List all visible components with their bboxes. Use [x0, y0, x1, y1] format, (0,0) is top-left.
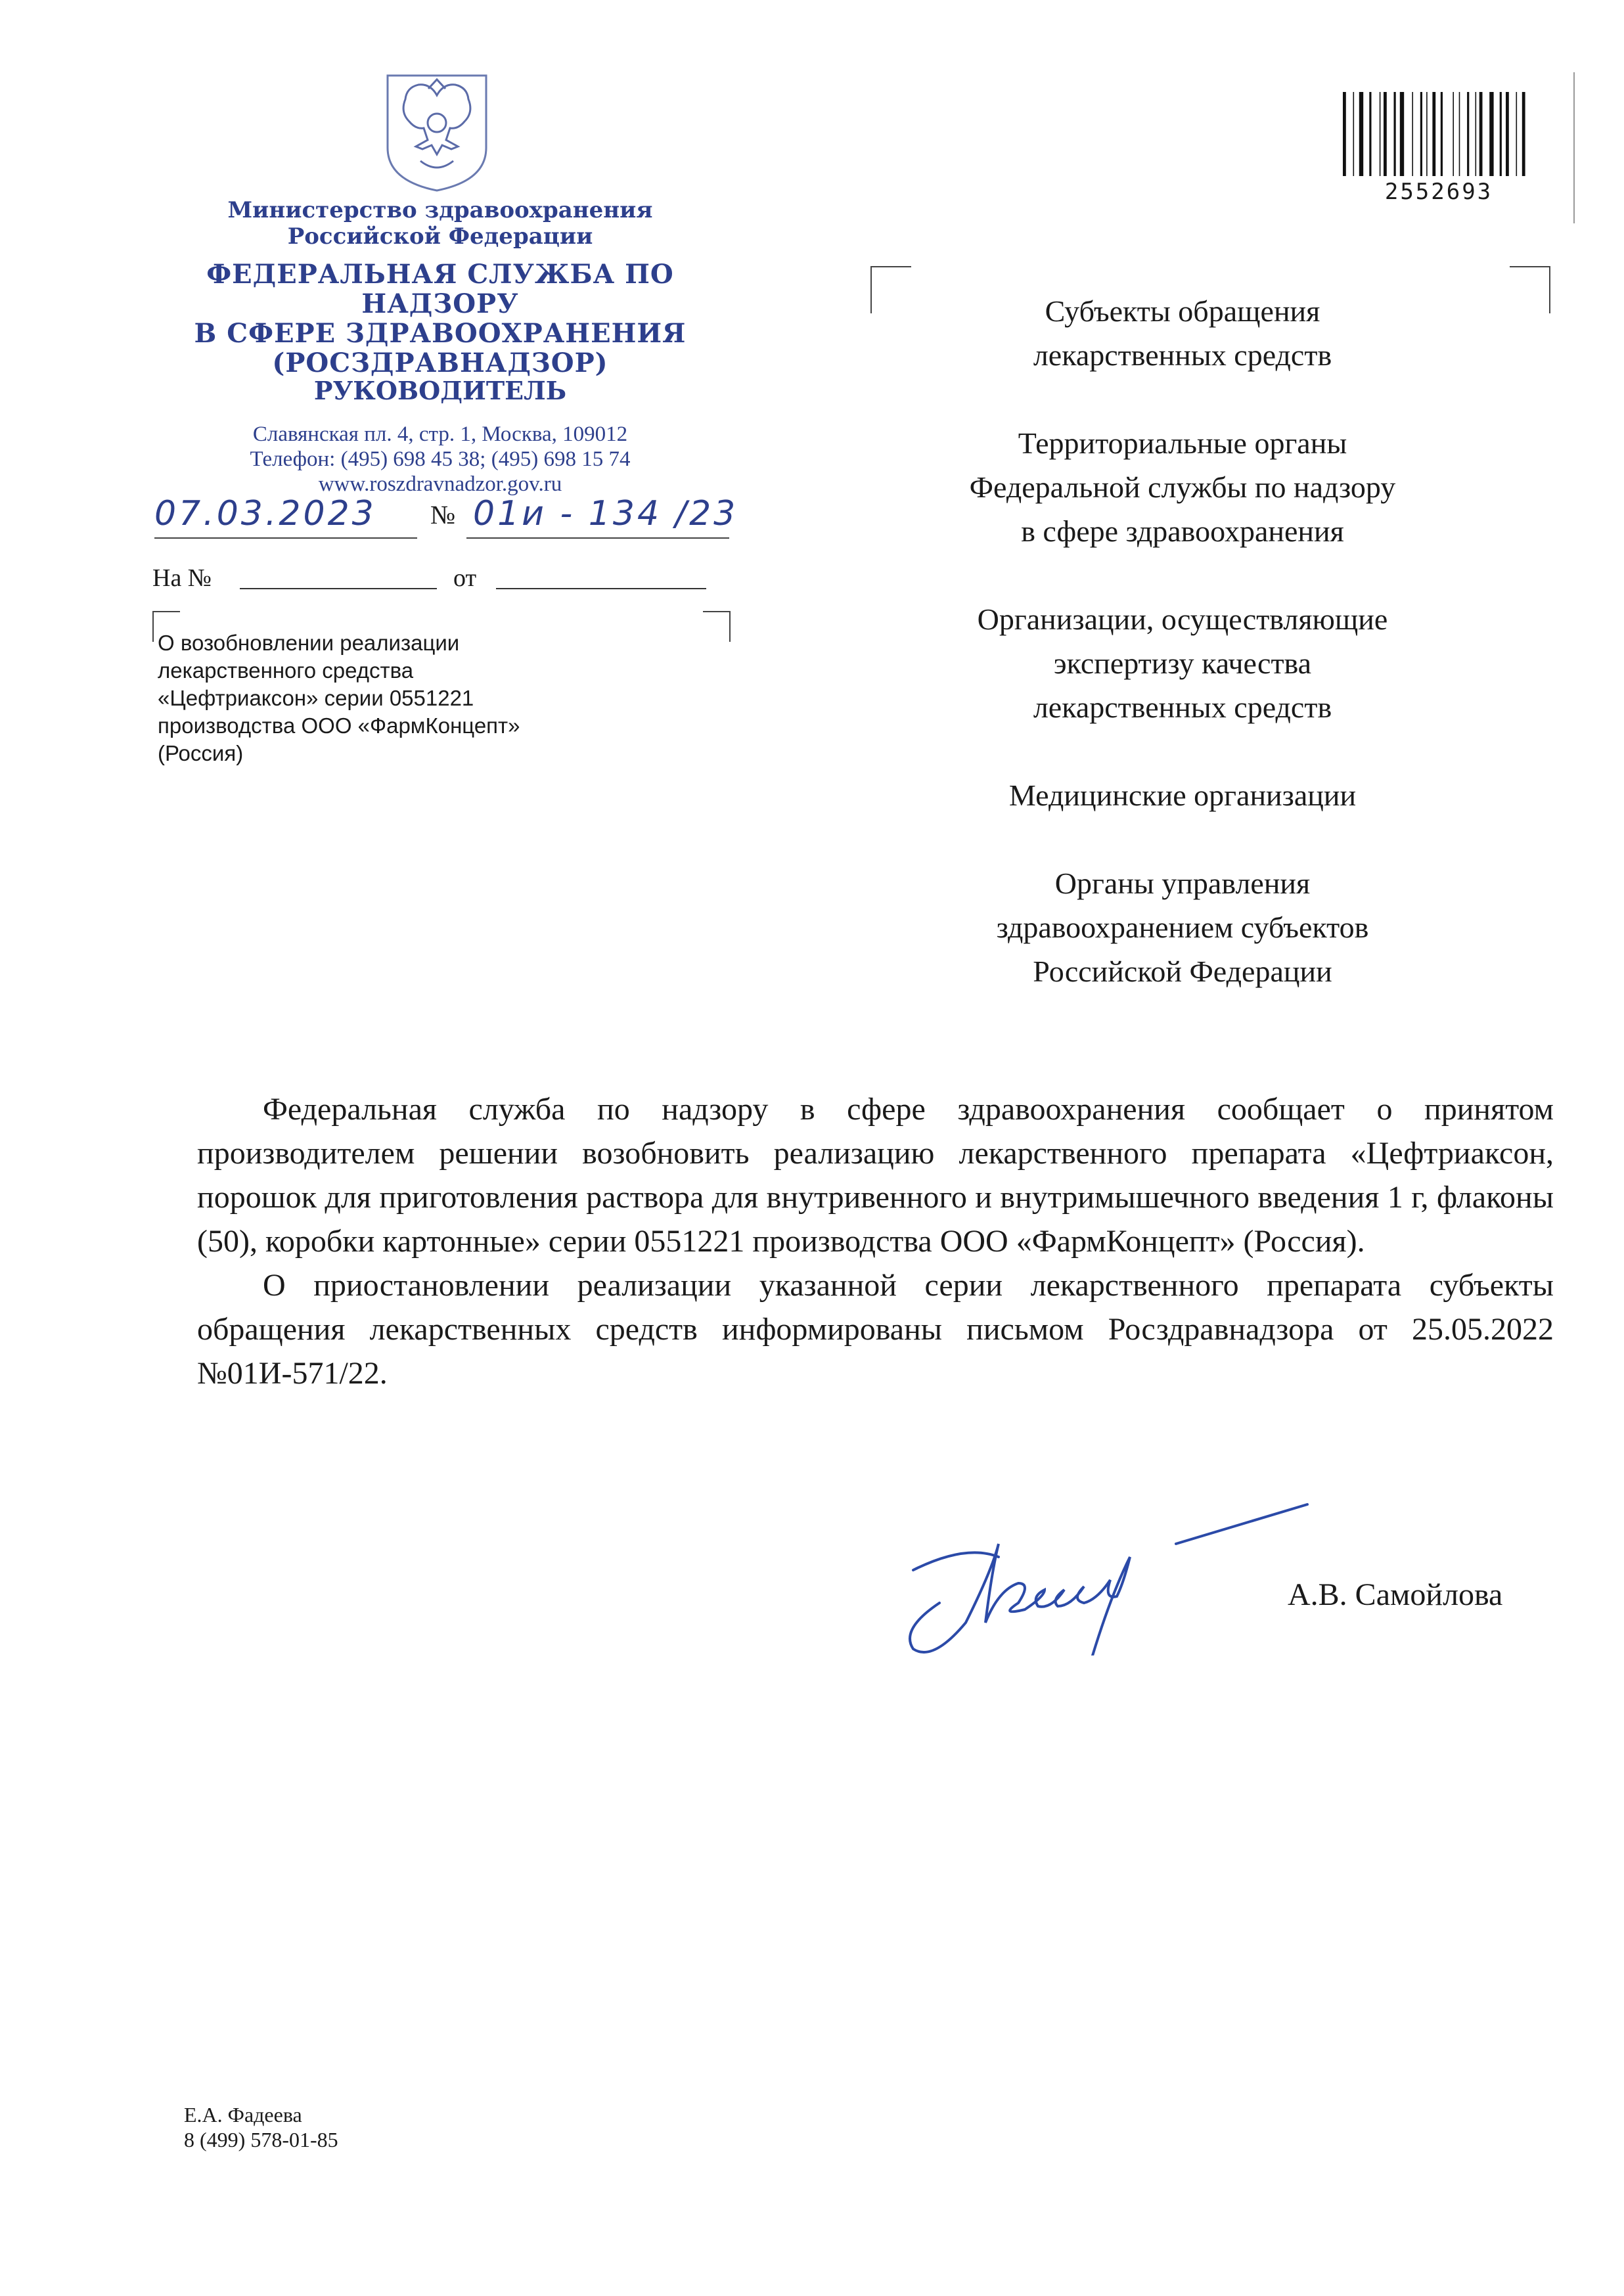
addressee-line: Медицинские организации — [1008, 778, 1357, 812]
reference-date-line — [496, 588, 706, 589]
executor-name: Е.А. Фадеева — [184, 2103, 302, 2127]
addressee-line: в сфере здравоохранения — [1021, 514, 1344, 548]
addressee-line: Территориальные органы — [1018, 426, 1347, 460]
letter-body — [197, 1087, 1554, 1395]
contacts — [164, 422, 716, 497]
subject-line: лекарственного средства — [158, 658, 414, 683]
ministry-line: Министерство здравоохранения — [227, 197, 653, 223]
ministry-name — [164, 197, 716, 250]
addressee-line: лекарственных средств — [1033, 338, 1332, 372]
addressee-line: Федеральной службы по надзору — [969, 470, 1396, 504]
addressee-line: здравоохранением субъектов — [996, 911, 1369, 944]
reference-number-line — [240, 588, 437, 589]
number-underline — [466, 537, 729, 539]
addressee — [867, 861, 1498, 993]
subject-corner-right — [703, 611, 731, 642]
website: www.roszdravnadzor.gov.ru — [318, 472, 562, 496]
subject-line: «Цефтриаксон» серии 0551221 — [158, 686, 474, 710]
signer-name: А.В. Самойлова — [1288, 1577, 1503, 1612]
service-name — [131, 259, 749, 378]
handwritten-signature — [900, 1491, 1334, 1655]
addressee-line: Органы управления — [1054, 867, 1311, 900]
service-line: (РОСЗДРАВНАДЗОР) — [272, 348, 608, 378]
head-title: РУКОВОДИТЕЛЬ — [313, 376, 567, 405]
reference-from-label: от — [453, 564, 477, 592]
addressee-line: Российской Федерации — [1033, 955, 1332, 988]
executor-phone: 8 (499) 578-01-85 — [184, 2128, 338, 2151]
addressee — [867, 289, 1498, 377]
phone: Телефон: (495) 698 45 38; (495) 698 15 74 — [250, 447, 631, 471]
addressee-line: Субъекты обращения — [1045, 294, 1320, 328]
scan-edge-line — [1573, 72, 1575, 223]
addressee-line: экспертизу качества — [1053, 646, 1312, 680]
barcode-number: 2552693 — [1384, 179, 1493, 205]
addressee-line: Организации, осуществляющие — [977, 602, 1388, 636]
subject-line: О возобновлении реализации — [158, 631, 460, 655]
addressee — [867, 421, 1498, 553]
ministry-line: Российской Федерации — [287, 223, 593, 250]
addressee — [867, 597, 1498, 729]
addressee-corner-right — [1510, 266, 1550, 313]
addressee-line: лекарственных средств — [1033, 690, 1332, 724]
service-line: ФЕДЕРАЛЬНАЯ СЛУЖБА ПО НАДЗОРУ — [206, 259, 674, 319]
addressee-list — [867, 289, 1498, 1037]
body-paragraph: О приостановлении реализации указанной серии лекарственного препарата субъекты обращения лекарственных средств информированы письмом Росздравнадзора от 25.05.2022 №01И-571/22. — [197, 1268, 1554, 1391]
letter-subject — [158, 629, 618, 767]
subject-line: производства ООО «ФармКонцепт» — [158, 713, 520, 738]
service-line: В СФЕРЕ ЗДРАВООХРАНЕНИЯ — [194, 318, 687, 349]
registration-number-label: № — [430, 500, 456, 529]
date-underline — [154, 537, 417, 539]
barcode — [1340, 92, 1537, 177]
addressee — [867, 773, 1498, 817]
reference-number-label: На № — [152, 564, 212, 592]
subject-line: (Россия) — [158, 741, 244, 765]
registration-number: 01и - 134 /23 — [473, 494, 738, 533]
body-paragraph: Федеральная служба по надзору в сфере здравоохранения сообщает о принятом производителем решении возобновить реализацию лекарственного препарата «Цефтриаксон, порошок для приготовления раствора для внутривенного и внутримышечного введения 1 г, флаконы (50), коробки картонные» серии 0551221 производства ООО «ФармКонцепт» (Россия). — [197, 1092, 1554, 1259]
double-headed-eagle-icon — [381, 69, 493, 194]
registration-date: 07.03.2023 — [154, 494, 376, 533]
address: Славянская пл. 4, стр. 1, Москва, 109012 — [252, 422, 628, 446]
executor-info — [184, 2102, 338, 2152]
